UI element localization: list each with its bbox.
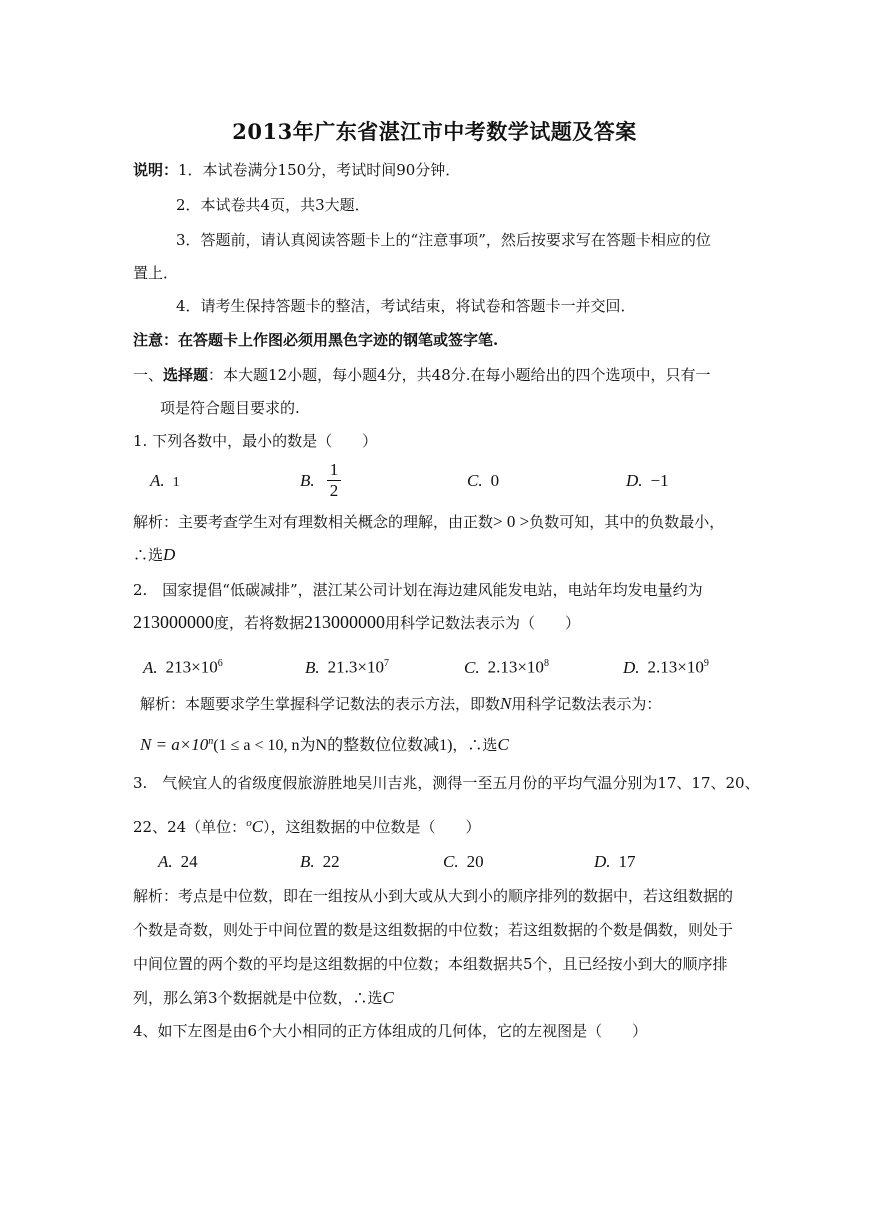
page-title: 2013年广东省湛江市中考数学试题及答案	[232, 119, 637, 144]
instruction-item: 3．答题前，请认真阅读答题卡上的“注意事项”，然后按要求写在答题卡相应的位	[176, 231, 711, 249]
q1-option-c	[467, 470, 499, 492]
option-exponent: 8	[543, 658, 549, 669]
q1-analysis-line-1	[133, 512, 724, 532]
option-base: 21.3×10	[327, 657, 384, 677]
stem-text: ），这组数据的中位数是（ ）	[263, 818, 481, 836]
unit-celsius: C	[251, 817, 264, 836]
option-letter: C.	[467, 471, 483, 490]
instruction-item: 1．本试卷满分150分，考试时间90分钟．	[178, 161, 461, 179]
analysis-text: ∴选	[133, 546, 164, 564]
formula-condition: (1 ≤ a < 10, n为N的整数位位数减1)	[213, 737, 453, 754]
analysis-text: 解析：主要考查学生对有理数相关概念的理解，由正数	[133, 513, 494, 531]
q3-analysis-line: 中间位置的两个数的平均是这组数据的中位数；本组数据共5个，且已经按小到大的顺序排	[133, 955, 728, 973]
option-base: 213×10	[165, 657, 218, 677]
option-value: 22	[322, 852, 340, 871]
question-1-stem: 1. 下列各数中，最小的数是（ ）	[133, 432, 378, 450]
q2-option-b	[305, 653, 389, 679]
q3-analysis-line: 解析：考点是中位数，即在一组按从小到大或从大到小的顺序排列的数据中，若这组数据的	[133, 887, 734, 905]
option-value: 1	[172, 475, 180, 490]
q3-option-c	[443, 851, 484, 873]
section-prefix: 一、	[133, 366, 164, 384]
option-value: 17	[618, 852, 636, 871]
stem-text: 度，若将数据	[214, 614, 305, 632]
analysis-text: 解析：本题要求学生掌握科学记数法的表示方法，即数	[140, 695, 501, 713]
q3-option-b	[300, 851, 340, 873]
option-letter: D.	[594, 852, 611, 871]
question-2-stem-1: 2. 国家提倡“低碳减排”，湛江某公司计划在海边建风能发电站，电站年均发电量约为	[133, 581, 703, 599]
option-exponent: 9	[703, 658, 709, 669]
fraction-denominator: 2	[329, 481, 339, 500]
q3-analysis-line-last	[133, 988, 394, 1008]
formula-math: N = a×10	[140, 735, 209, 754]
analysis-text: 负数可知，其中的负数最小，	[529, 513, 725, 531]
answer-letter: C	[382, 988, 394, 1007]
section-text: ：本大题12小题，每小题4分，共48分.在每小题给出的四个选项中，只有一	[208, 366, 711, 384]
q3-option-a	[158, 851, 198, 873]
option-value: 0	[490, 471, 500, 490]
instruction-item: 2．本试卷共4页，共3大题．	[176, 196, 370, 214]
option-value: 20	[466, 852, 484, 871]
question-3-stem-2	[133, 813, 481, 837]
option-value: 24	[180, 852, 198, 871]
fraction-numerator: 1	[329, 460, 339, 479]
unit-degree: o	[246, 817, 252, 829]
option-letter: B.	[300, 471, 315, 490]
option-letter: D.	[623, 657, 640, 677]
option-letter: A.	[143, 657, 158, 677]
q2-option-d	[623, 653, 709, 679]
q1-option-b	[300, 470, 323, 492]
q2-option-c	[464, 653, 549, 679]
q3-option-d	[594, 851, 636, 873]
instructions-label: 说明：	[133, 161, 179, 179]
q2-formula	[140, 730, 509, 758]
analysis-text: 用科学记数法表示为：	[511, 695, 662, 713]
option-letter: D.	[626, 471, 643, 490]
notice: 注意：在答题卡上作图必须用黑色字迹的钢笔或签字笔.	[133, 331, 499, 349]
q1-option-d	[626, 470, 669, 492]
number: 213000000	[304, 612, 386, 632]
option-value: −1	[650, 471, 669, 490]
stem-text: 用科学记数法表示为（ ）	[385, 614, 581, 632]
answer-letter: D	[163, 545, 176, 564]
question-2-stem-2	[133, 612, 580, 633]
answer-letter: C	[497, 735, 509, 754]
instruction-item: 置上．	[133, 264, 179, 282]
instructions-line-1	[133, 160, 460, 180]
number: 213000000	[133, 612, 214, 632]
q1-option-b-fraction	[327, 461, 341, 500]
section-heading	[133, 365, 711, 385]
q2-option-a	[143, 653, 223, 679]
option-letter: C.	[464, 657, 480, 677]
option-letter: A.	[150, 471, 165, 490]
option-exponent: 7	[383, 658, 389, 669]
stem-text: 22、24（单位：	[133, 818, 247, 836]
option-letter: C.	[443, 852, 459, 871]
option-base: 2.13×10	[487, 657, 544, 677]
analysis-text: 列，那么第3个数据就是中位数，∴选	[133, 989, 383, 1007]
math-variable: N	[500, 694, 512, 713]
formula-exponent: n	[208, 736, 214, 747]
q3-analysis-line: 个数是奇数，则处于中间位置的数是这组数据的中位数；若这组数据的个数是偶数，则处于	[133, 921, 734, 939]
section-label: 选择题	[163, 366, 209, 384]
option-letter: B.	[300, 852, 315, 871]
question-3-stem-1: 3. 气候宜人的省级度假旅游胜地吴川吉兆，测得一至五月份的平均气温分别为17、17、20、	[133, 774, 760, 792]
question-4-stem: 4、如下左图是由6个大小相同的正方体组成的几何体，它的左视图是（ ）	[133, 1022, 648, 1040]
option-exponent: 6	[217, 658, 223, 669]
q1-option-a	[150, 470, 180, 494]
analysis-text: ，∴选	[452, 736, 498, 754]
option-letter: A.	[158, 852, 173, 871]
section-text-cont: 项是符合题目要求的.	[160, 399, 300, 417]
instruction-item: 4．请考生保持答题卡的整洁，考试结束，将试卷和答题卡一并交回．	[176, 297, 636, 315]
option-letter: B.	[305, 657, 320, 677]
option-base: 2.13×10	[647, 657, 704, 677]
q1-analysis-line-2	[133, 545, 175, 565]
analysis-math: > 0 >	[493, 512, 530, 531]
q2-analysis-line-1	[140, 694, 661, 714]
